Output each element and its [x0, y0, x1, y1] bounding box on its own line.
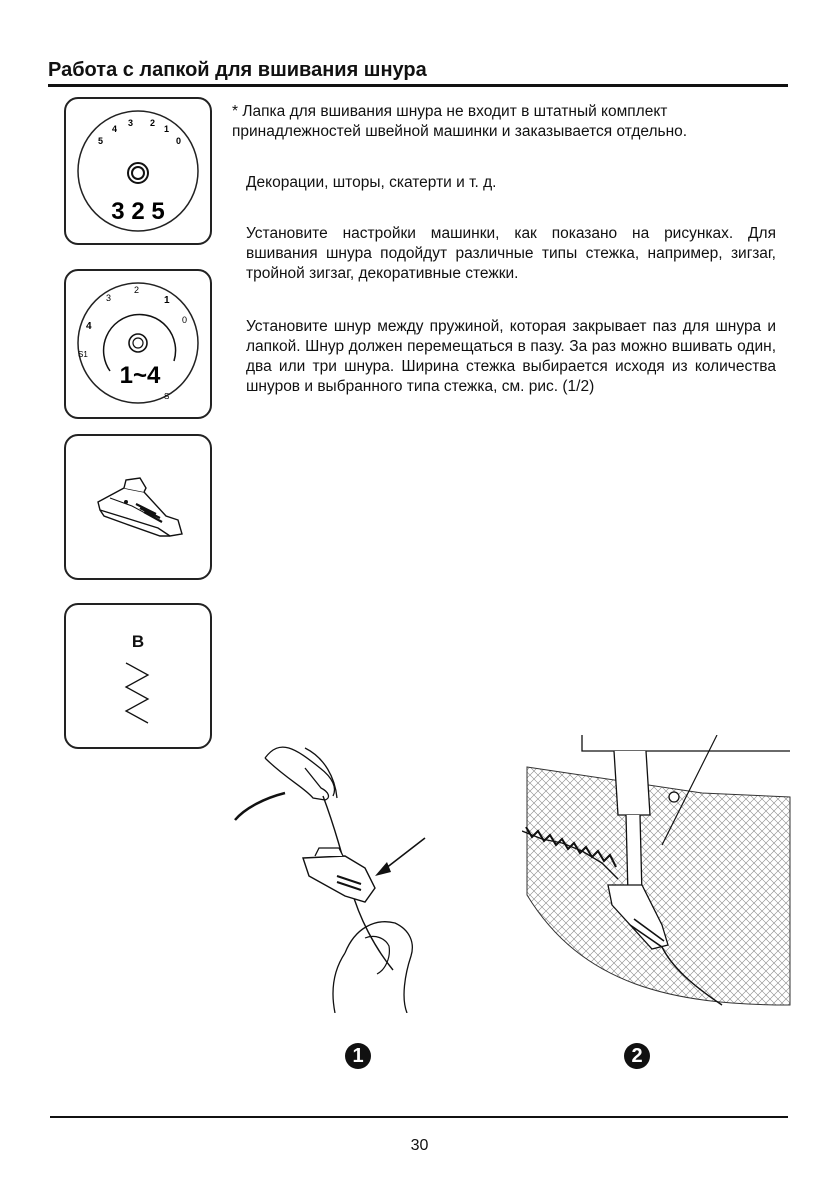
stitch-pattern-panel: [64, 603, 212, 749]
note-paragraph: [232, 102, 780, 142]
stitch-width-dial-panel: [64, 269, 212, 419]
stitch-length-dial: [66, 99, 210, 243]
dial1-tick: 0: [176, 136, 182, 146]
note-asterisk: *: [232, 103, 239, 120]
dial2-tick: S1: [78, 350, 88, 359]
figure-1-number: 1: [345, 1043, 371, 1069]
threading-cord-illustration: [225, 738, 495, 1013]
dial2-tick: 3: [106, 293, 112, 303]
stitch-letter: B: [131, 632, 145, 651]
title-divider: [48, 84, 788, 87]
sewing-cord-illustration: [522, 735, 792, 1025]
footer-divider: [50, 1116, 788, 1118]
dial2-tick: S: [164, 392, 170, 401]
zigzag-stitch-icon: [66, 605, 210, 747]
stitch-length-dial-panel: [64, 97, 212, 245]
paragraph-instructions: Установите шнур между пружиной, которая закрывает паз для шнура и лапкой. Шнур должен перемещаться в пазу. За раз можно вшивать один, два или три шнура. Ширина стежка выбирается исходя из количества шнуров и выбранного типа стежка, см. рис. (1/2): [246, 318, 776, 395]
figure-2-number: 2: [624, 1043, 650, 1069]
dial1-value: [111, 198, 164, 225]
dial2-tick: 2: [134, 285, 140, 295]
dial2-tick: 0: [182, 315, 188, 325]
cording-foot-panel: [64, 434, 212, 580]
dial1-value-text: 3 2 5: [111, 198, 165, 225]
dial1-tick: 1: [164, 124, 170, 134]
dial1-tick: 3: [128, 118, 134, 128]
stitch-width-dial: [66, 271, 210, 417]
cording-foot-icon: [66, 436, 210, 578]
dial1-tick: 5: [98, 136, 104, 146]
paragraph-settings: Установите настройки машинки, как показано на рисунках. Для вшивания шнура подойдут различные типы стежка, например, зигзаг, тройной зигзаг, декоративные стежки.: [246, 225, 776, 282]
dial1-tick: 4: [112, 124, 118, 134]
dial2-tick: 1: [164, 295, 170, 306]
paragraph-usage: Декорации, шторы, скатерти и т. д.: [246, 174, 497, 191]
dial1-tick: 2: [150, 118, 156, 128]
page-title: Работа с лапкой для вшивания шнура: [48, 59, 427, 81]
note-text: Лапка для вшивания шнура не входит в штатный комплект принадлежностей швейной машинки и заказывается отдельно.: [232, 103, 688, 140]
dial2-tick: 4: [86, 321, 92, 332]
dial2-value: 1~4: [119, 362, 161, 389]
page-number: 30: [410, 1137, 429, 1154]
